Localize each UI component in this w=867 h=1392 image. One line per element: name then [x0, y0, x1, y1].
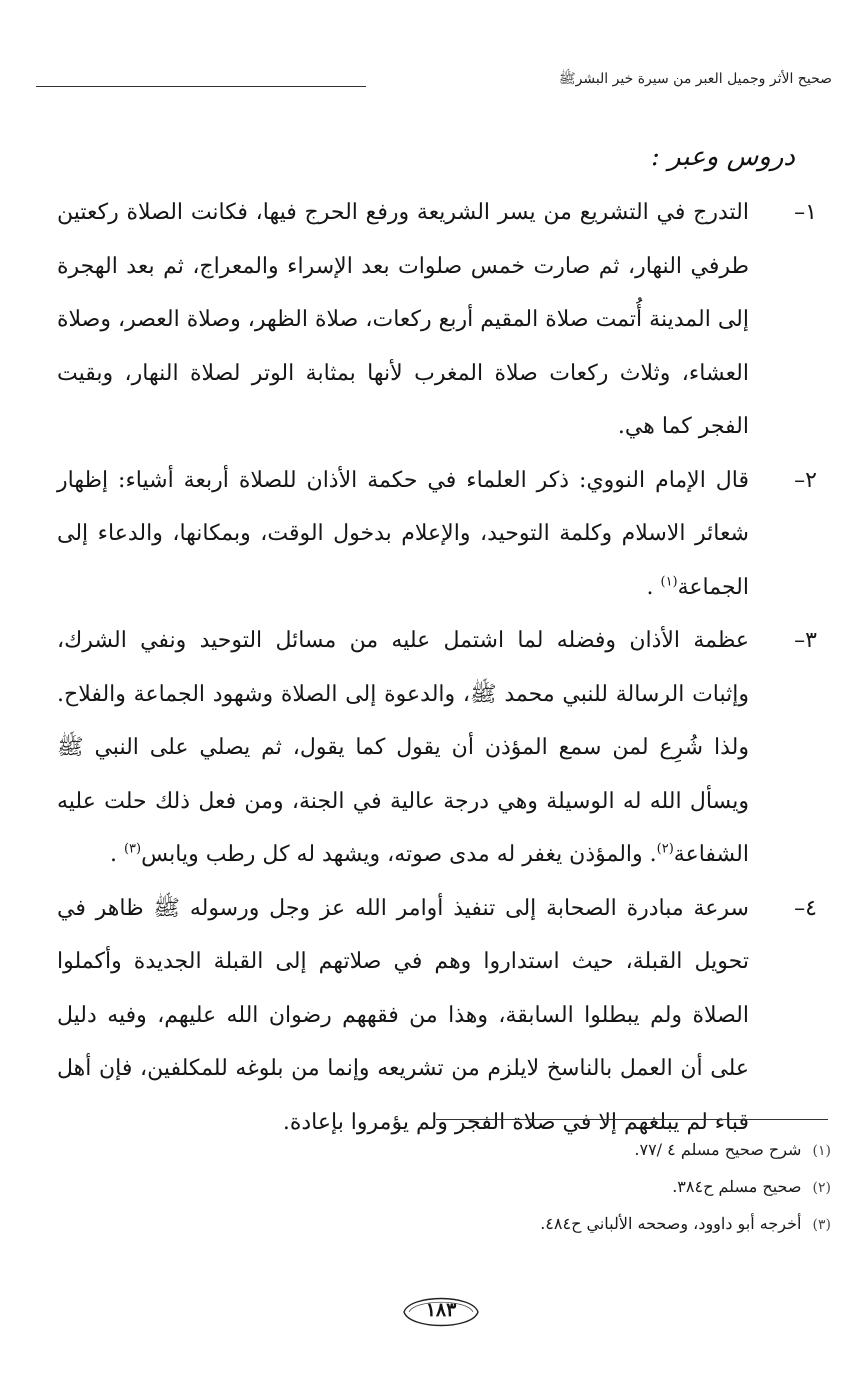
footnote-item [331, 1169, 831, 1206]
footnote-rule [436, 1119, 828, 1120]
lesson-item [57, 614, 817, 882]
footnote-text: أخرجه أبو داوود، وصححه الألباني ح٤٨٤. [540, 1214, 802, 1233]
lesson-text: سرعة مبادرة الصحابة إلى تنفيذ أوامر الله عز وجل ورسوله ﷺ ظاهر في تحويل القبلة، حيث استداروا وهم في صلاتهم إلى القبلة الجديدة وأكملوا الصلاة ولم يبطلوا السابقة، وهذا من فقههم رضوان الله عليهم، وفيه دليل على أن العمل بالناسخ لايلزم من تشريعه وإنما من بلوغه للمكلفين، فإن أهل قباء لم يبلغهم إلا في صلاة الفجر ولم يؤمروا بإعادة. [57, 895, 749, 1135]
footnote-item [331, 1132, 831, 1169]
footnote-mark: (١) [812, 1143, 831, 1159]
lesson-item [57, 882, 817, 1150]
footnote-reference: (١) [660, 574, 678, 590]
running-header [36, 68, 832, 98]
footnote-mark: (٣) [812, 1217, 831, 1233]
lessons-list [57, 186, 817, 1149]
lesson-text: قال الإمام النووي: ذكر العلماء في حكمة الأذان للصلاة أربعة أشياء: إظهار شعائر الاسلام وكلمة التوحيد، والإعلام بدخول الوقت، وبمكانها، والدعاء إلى الجماعة [57, 467, 749, 600]
page-number-badge [398, 1290, 484, 1332]
footnotes-list [331, 1132, 831, 1243]
running-title: صحيح الأثر وجميل العبر من سيرة خير البشرﷺ [558, 71, 832, 87]
footnote-text: صحيح مسلم ح٣٨٤. [672, 1177, 802, 1196]
lesson-item [57, 454, 817, 615]
lesson-number: ٣– [794, 628, 817, 653]
lesson-item [57, 186, 817, 454]
header-rule [36, 86, 366, 87]
lesson-number: ١– [794, 200, 817, 225]
lesson-text-tail: . [109, 842, 117, 867]
section-heading: دروس وعبر : [651, 142, 795, 172]
lesson-text-tail: . [646, 574, 654, 600]
lesson-text: التدرج في التشريع من يسر الشريعة ورفع الحرج فيها، فكانت الصلاة ركعتين طرفي النهار، ثم صارت خمس صلوات بعد الإسراء والمعراج، ثم بعد الهجرة إلى المدينة أُتمت صلاة المقيم أربع ركعات، صلاة الظهر، وصلاة العصر، وصلاة العشاء، وثلاث ركعات صلاة المغرب لأنها بمثابة الوتر لصلاة النهار، وبقيت الفجر كما هي. [57, 200, 749, 439]
footnote-reference: (٣) [123, 841, 142, 857]
footnote-text: شرح صحيح مسلم ٤ /٧٧. [634, 1140, 802, 1159]
footnote-reference: (٢) [656, 841, 674, 857]
footnote-mark: (٢) [812, 1180, 831, 1196]
lesson-number: ٤– [794, 895, 817, 921]
page-number: ١٨٣ [425, 1299, 457, 1321]
lesson-text-continued: . والمؤذن يغفر له مدى صوته، ويشهد له كل رطب ويابس [141, 842, 657, 867]
lesson-text: عظمة الأذان وفضله لما اشتمل عليه من مسائل التوحيد ونفي الشرك، وإثبات الرسالة للنبي محمد ﷺ، والدعوة إلى الصلاة وشهود الجماعة والفلاح. ولذا شُرِع لمن سمع المؤذن أن يقول كما يقول، ثم يصلي على النبي ﷺ ويسأل الله له الوسيلة وهي درجة عالية في الجنة، ومن فعل ذلك حلت عليه الشفاعة [57, 628, 749, 867]
footnote-item [331, 1206, 831, 1243]
lesson-number: ٢– [794, 467, 817, 493]
